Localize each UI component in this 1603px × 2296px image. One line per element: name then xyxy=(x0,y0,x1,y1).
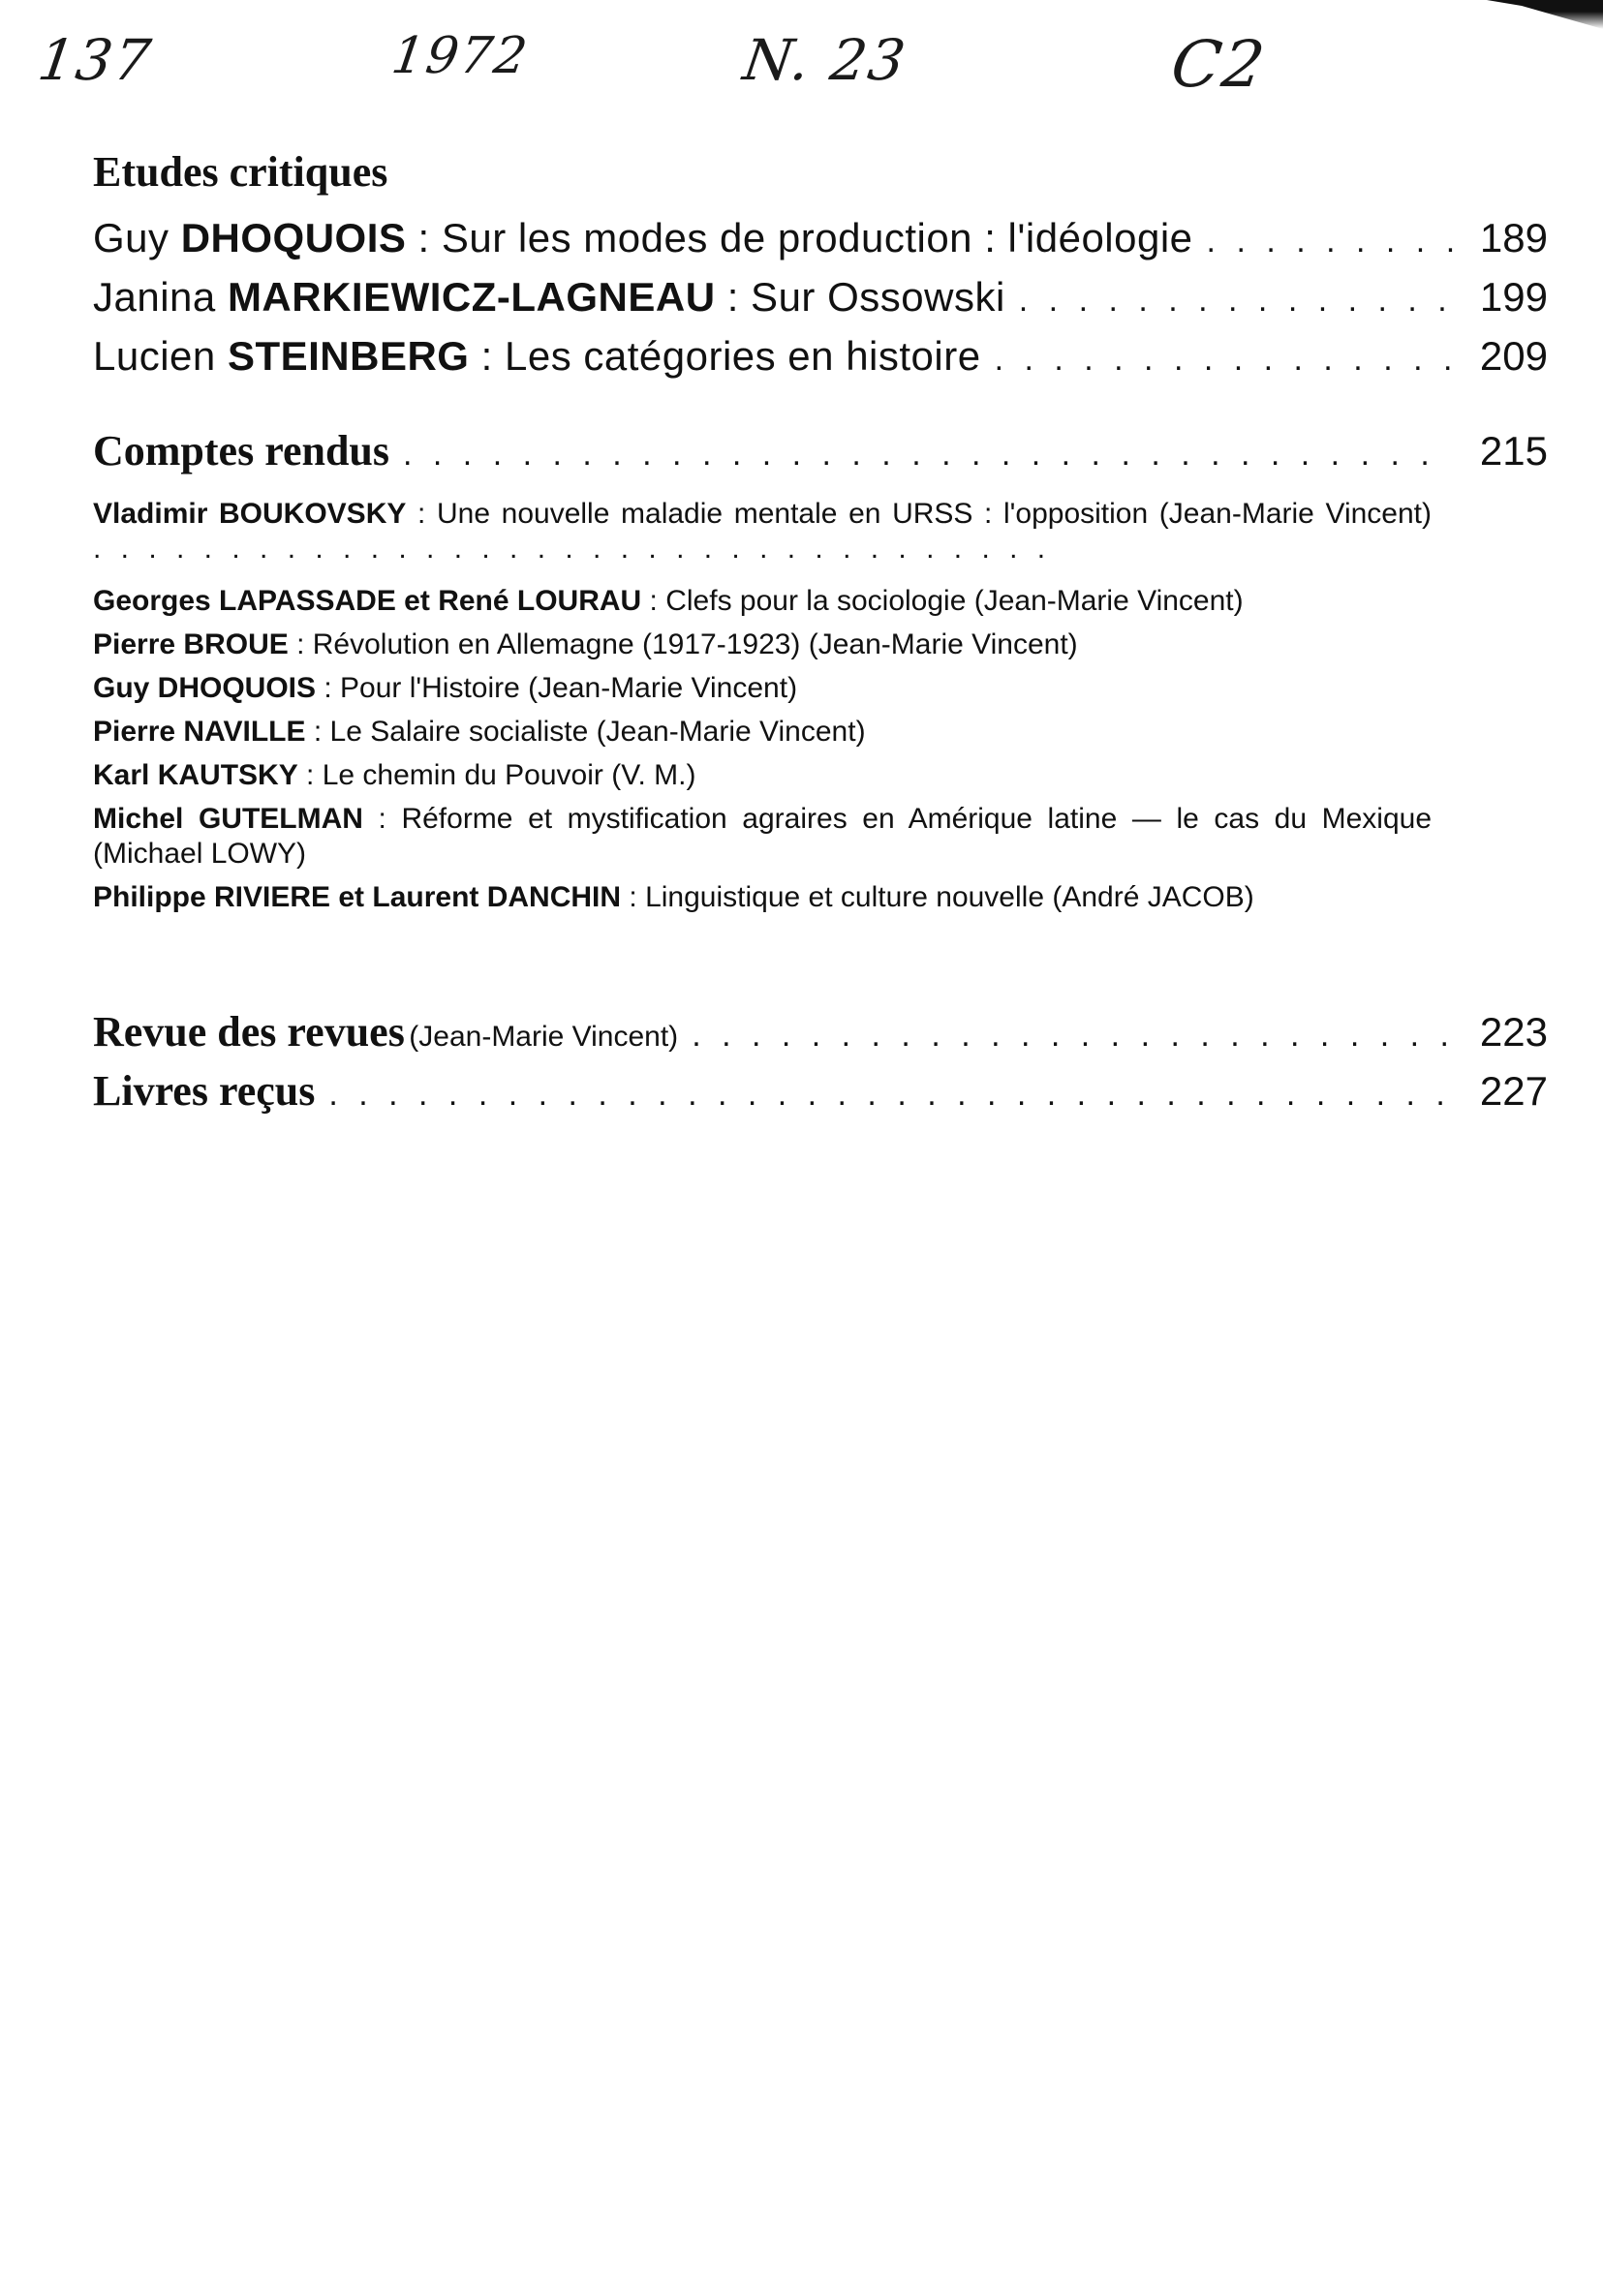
handwritten-number: 137 xyxy=(34,27,157,93)
entry-title: : Sur les modes de production : l'idéologie xyxy=(406,215,1193,260)
section-subtitle: (Jean-Marie Vincent) xyxy=(409,1021,679,1053)
etudes-critiques-section xyxy=(93,147,1548,387)
leader-dots xyxy=(1207,213,1453,269)
leader-dots xyxy=(93,532,1062,566)
page-number: 227 xyxy=(1479,1068,1548,1114)
page-number: 215 xyxy=(1479,428,1548,474)
toc-entry xyxy=(93,328,1548,387)
review-author: Pierre BROUE xyxy=(93,628,289,660)
handwritten-code: C2 xyxy=(1166,27,1271,102)
review-item xyxy=(93,671,1432,706)
comptes-rendus-section xyxy=(93,426,1548,924)
review-text: : Le chemin du Pouvoir (V. M.) xyxy=(297,759,696,791)
review-text: : Une nouvelle maladie mentale en URSS : l'opposition (Jean-Marie Vincent) xyxy=(406,498,1432,530)
page-number: 209 xyxy=(1479,333,1548,379)
review-item xyxy=(93,584,1432,619)
review-author: Guy DHOQUOIS xyxy=(93,672,317,704)
author-last: MARKIEWICZ-LAGNEAU xyxy=(227,274,716,320)
review-item xyxy=(93,758,1432,793)
review-text: : Révolution en Allemagne (1917-1923) (Jean-Marie Vincent) xyxy=(288,628,1078,660)
review-text: : Linguistique et culture nouvelle (André JACOB) xyxy=(621,881,1254,913)
scan-corner-mark xyxy=(1487,0,1603,29)
toc-entry xyxy=(93,1007,1548,1056)
leader-dots xyxy=(403,436,1453,474)
review-list xyxy=(93,497,1432,915)
review-author: Georges LAPASSADE et René LOURAU xyxy=(93,585,642,617)
leader-dots xyxy=(1019,272,1453,328)
author-first: Guy xyxy=(93,215,170,260)
entry-title: : Les catégories en histoire xyxy=(469,333,981,379)
review-text: : Clefs pour la sociologie (Jean-Marie Vincent) xyxy=(641,585,1244,617)
section-heading: Livres reçus xyxy=(93,1067,316,1115)
review-author: Karl KAUTSKY xyxy=(93,759,298,791)
closing-section xyxy=(93,1007,1548,1116)
author-first: Lucien xyxy=(93,333,216,379)
review-author: Vladimir BOUKOVSKY xyxy=(93,498,407,530)
page-number: 199 xyxy=(1479,274,1548,320)
leader-dots xyxy=(692,1017,1453,1055)
review-text: : Réforme et mystification agraires en Amérique latine — le cas du Mexique (Michael LOWY) xyxy=(93,803,1433,870)
review-item xyxy=(93,715,1432,750)
entry-title: : Sur Ossowski xyxy=(715,274,1005,320)
author-last: DHOQUOIS xyxy=(180,215,407,260)
author-first: Janina xyxy=(93,274,216,320)
section-heading: Revue des revues xyxy=(93,1008,405,1056)
review-item xyxy=(93,497,1432,575)
toc-entry xyxy=(93,426,1548,475)
review-author: Pierre NAVILLE xyxy=(93,716,306,748)
leader-dots xyxy=(995,331,1453,387)
review-item xyxy=(93,628,1432,662)
review-author: Philippe RIVIERE et Laurent DANCHIN xyxy=(93,881,622,913)
review-text: : Le Salaire socialiste (Jean-Marie Vincent) xyxy=(305,716,866,748)
review-item xyxy=(93,880,1432,915)
handwritten-year: 1972 xyxy=(387,27,533,85)
section-heading: Etudes critiques xyxy=(93,148,388,196)
page-number: 189 xyxy=(1479,215,1548,260)
author-last: STEINBERG xyxy=(227,333,470,379)
leader-dots xyxy=(328,1076,1453,1114)
page-number: 223 xyxy=(1479,1009,1548,1055)
review-item xyxy=(93,802,1432,872)
handwritten-issue: N. 23 xyxy=(739,27,911,93)
toc-entry xyxy=(93,1066,1548,1116)
review-text: : Pour l'Histoire (Jean-Marie Vincent) xyxy=(316,672,798,704)
toc-entry xyxy=(93,210,1548,269)
toc-entry xyxy=(93,269,1548,328)
review-author: Michel GUTELMAN xyxy=(93,803,363,835)
section-heading: Comptes rendus xyxy=(93,427,390,475)
